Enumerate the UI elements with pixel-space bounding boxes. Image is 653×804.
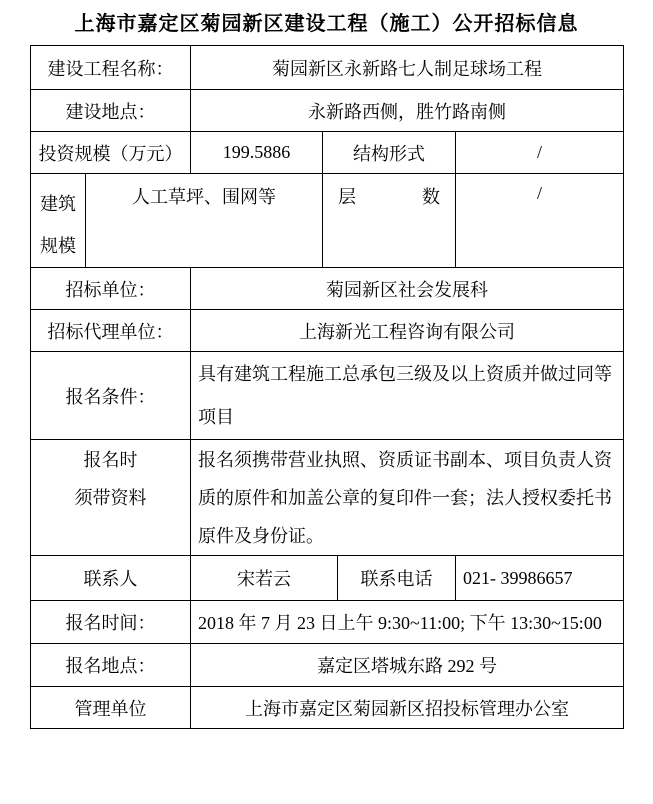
structure-type-value: / (456, 132, 624, 174)
contact-value: 宋若云 (191, 556, 338, 601)
registration-time-value: 2018 年 7 月 23 日上午 9:30~11:00; 下午 13:30~15:00 (191, 601, 624, 644)
structure-type-label: 结构形式 (323, 132, 456, 174)
location-value: 永新路西侧，胜竹路南侧 (191, 90, 624, 132)
row-construction-scale (31, 174, 624, 268)
construction-scale-label (31, 174, 86, 268)
project-name-value: 菊园新区永新路七人制足球场工程 (191, 46, 624, 90)
bid-info-table (30, 45, 624, 729)
construction-scale-label-line2: 规模 (40, 236, 76, 256)
row-tender-agency (31, 310, 624, 352)
row-project-name (31, 46, 624, 90)
registration-conditions-label: 报名条件： (31, 352, 191, 440)
investment-label: 投资规模（万元） (31, 132, 191, 174)
row-tender-unit (31, 268, 624, 310)
floors-label-left: 层 (338, 187, 356, 207)
contact-phone-value: 021- 39986657 (456, 556, 624, 601)
floors-value: / (456, 174, 624, 268)
floors-label-right: 数 (422, 187, 440, 207)
row-investment-structure (31, 132, 624, 174)
registration-conditions-value: 具有建筑工程施工总承包三级及以上资质并做过同等项目 (191, 352, 624, 440)
floors-label (323, 174, 456, 268)
tender-agency-label: 招标代理单位： (31, 310, 191, 352)
row-registration-materials (31, 440, 624, 556)
contact-label: 联系人 (31, 556, 191, 601)
row-registration-conditions (31, 352, 624, 440)
tender-agency-value: 上海新光工程咨询有限公司 (191, 310, 624, 352)
construction-scale-value: 人工草坪、围网等 (86, 174, 323, 268)
row-registration-place (31, 644, 624, 687)
registration-materials-label (31, 440, 191, 556)
tender-unit-label: 招标单位： (31, 268, 191, 310)
page-title: 上海市嘉定区菊园新区建设工程（施工）公开招标信息 (74, 13, 579, 35)
row-management-unit (31, 687, 624, 729)
management-unit-value: 上海市嘉定区菊园新区招投标管理办公室 (191, 687, 624, 729)
registration-place-label: 报名地点： (31, 644, 191, 687)
construction-scale-label-line1: 建筑 (40, 194, 76, 214)
tender-unit-value: 菊园新区社会发展科 (191, 268, 624, 310)
row-contact (31, 556, 624, 601)
registration-time-label: 报名时间： (31, 601, 191, 644)
registration-materials-label-line2: 须带资料 (74, 488, 147, 508)
row-registration-time (31, 601, 624, 644)
investment-value: 199.5886 (191, 132, 323, 174)
registration-place-value: 嘉定区塔城东路 292 号 (191, 644, 624, 687)
row-location (31, 90, 624, 132)
project-name-label: 建设工程名称： (31, 46, 191, 90)
registration-materials-value: 报名须携带营业执照、资质证书副本、项目负责人资质的原件和加盖公章的复印件一套；法人授权委托书原件及身份证。 (191, 440, 624, 556)
contact-phone-label: 联系电话 (338, 556, 456, 601)
registration-materials-label-line1: 报名时 (83, 450, 138, 470)
management-unit-label: 管理单位 (31, 687, 191, 729)
location-label: 建设地点： (31, 90, 191, 132)
